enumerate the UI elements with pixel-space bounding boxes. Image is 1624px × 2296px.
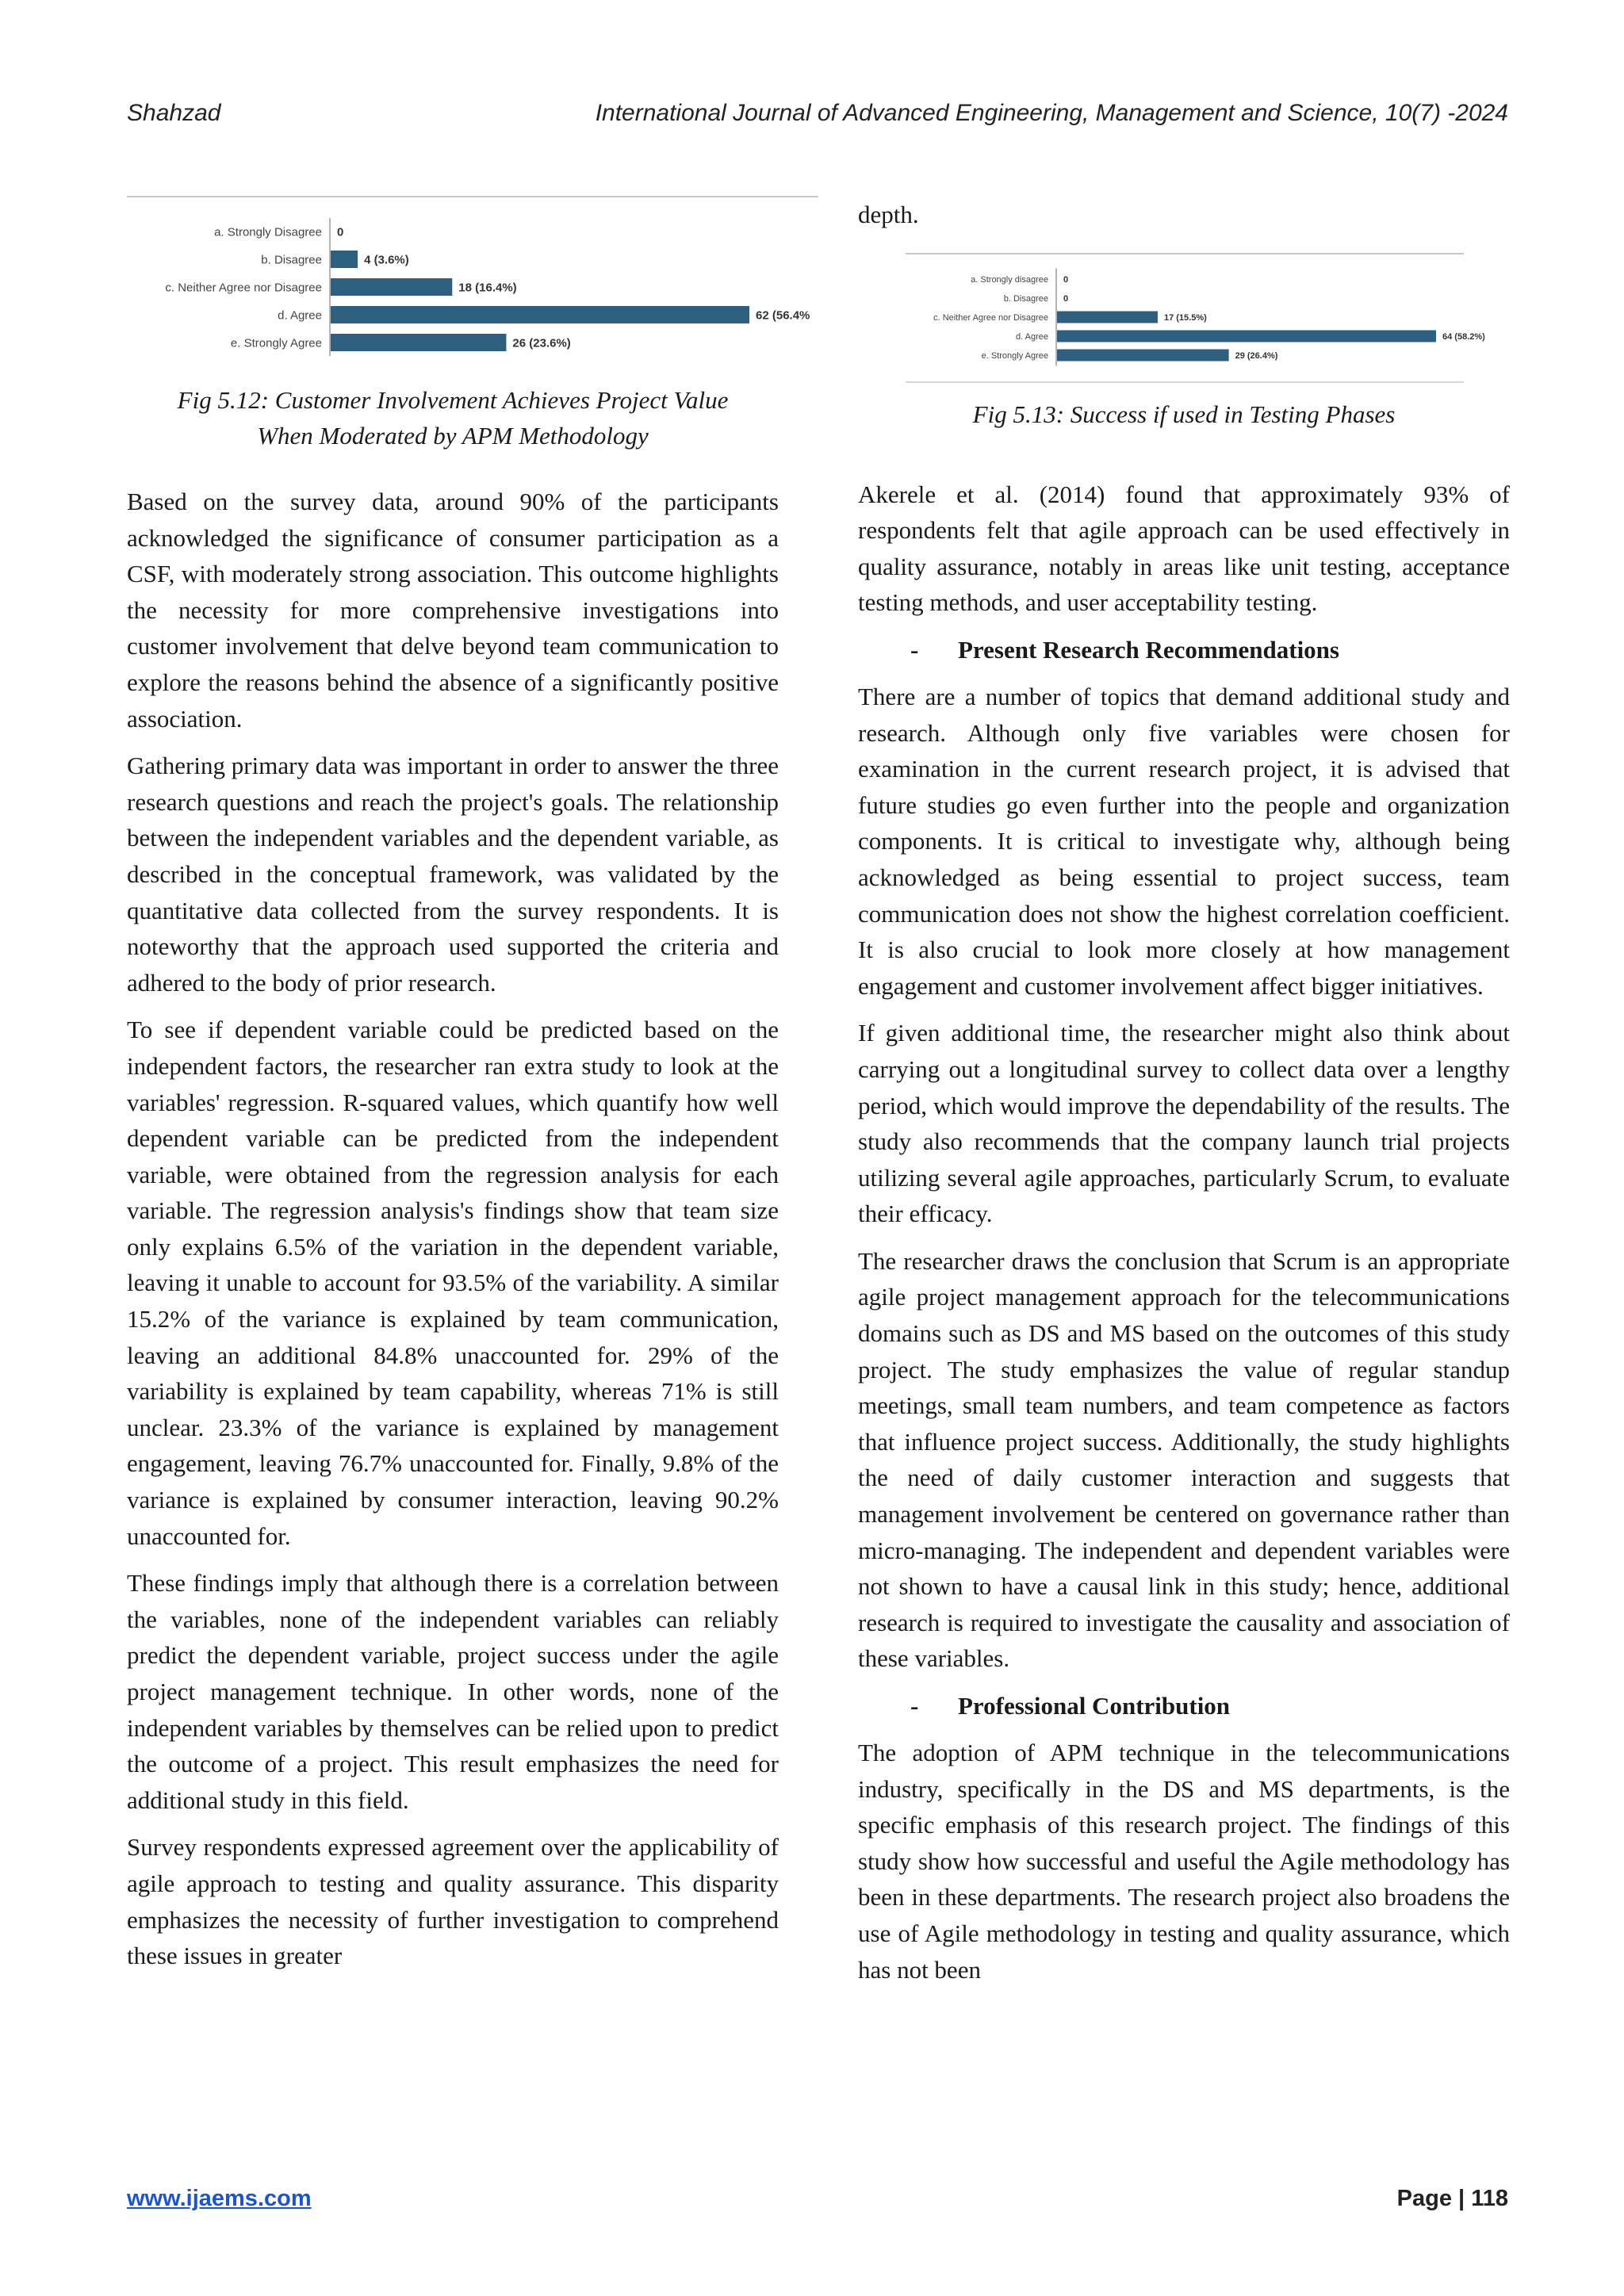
chart-bar (1057, 330, 1436, 342)
left-paragraphs (127, 484, 779, 1974)
chart-category-label: b. Disagree (1003, 293, 1048, 304)
figure-5-13-caption: Fig 5.13: Success if used in Testing Phases (972, 400, 1396, 428)
chart-category-label: d. Agree (278, 308, 322, 323)
chart-value-label: 64 (58.2%) (1442, 331, 1485, 342)
left-paragraph-5: Survey respondents expressed agreement over the applicability of agile approach to testing and quality assurance. This disparity emphasizes the necessity of further investigation to comprehend these issues in greater (127, 1833, 779, 1970)
chart-category-label: c. Neither Agree nor Disagree (933, 312, 1048, 323)
left-paragraph-2: Gathering primary data was important in order to answer the three research questions and reach the project's goals. The relationship between the independent variables and the dependent variable, as described in the conceptual framework, was validated by the quantitative data collected from the survey respondents. It is noteworthy that the approach used supported the criteria and adhered to the body of prior research. (127, 752, 779, 997)
chart-category-label: e. Strongly Agree (981, 350, 1048, 361)
right-paragraph-4: The adoption of APM technique in the telecommunications industry, specifically in the DS and MS departments, is the specific emphasis of this research project. The findings of this study show how successful and useful the Agile methodology has been in these departments. The research project also broadens the use of Agile methodology in testing and quality assurance, which has not been (858, 1739, 1510, 1984)
running-header-journal: International Journal of Advanced Engineering, Management and Science, 10(7) -2024 (595, 100, 1508, 126)
chart-value-label: 0 (337, 225, 344, 239)
chart-value-label: 18 (16.4%) (458, 281, 517, 295)
left-paragraph-4: These findings imply that although there is a correlation between the variables, none of the independent variables can reliably predict the dependent variable, project success under the agile project management technique. In other words, none of the independent variables by themselves can be relied upon to predict the outcome of a project. This result emphasizes the need for additional study in this field. (127, 1569, 779, 1814)
chart-category-label: e. Strongly Agree (230, 336, 322, 350)
left-paragraph-1: Based on the survey data, around 90% of the participants acknowledged the significance of consumer participation as a CSF, with moderately strong association. This outcome highlights the necessity for more comprehensive investigations into customer involvement that delve beyond team communication to explore the reasons behind the absence of a significantly positive association. (127, 488, 779, 733)
chart-value-label: 4 (3.6%) (364, 253, 409, 267)
chart-category-label: a. Strongly disagree (971, 274, 1048, 285)
figure-5-12-caption: Fig 5.12: Customer Involvement Achieves Project Value When Moderated by APM Methodology (177, 386, 729, 450)
chart-value-label: 26 (23.6%) (512, 336, 571, 350)
chart-category-label: b. Disagree (261, 253, 322, 267)
chart-bar (331, 251, 358, 268)
right-paragraph-2: If given additional time, the researcher might also think about carrying out a longitudinal survey to collect data over a lengthy period, which would improve the dependability of the results. The study also recommends that the company launch trial projects utilizing several agile approaches, particularly Scrum, to evaluate their efficacy. (858, 1019, 1510, 1228)
right-paragraph-1: There are a number of topics that demand additional study and research. Although only five variables were chosen for examination in the current research project, it is advised that future studies go even further into the people and organization components. It is critical to investigate why, although being acknowledged as being essential to project success, team communication does not show the highest correlation coefficient. It is also crucial to look more closely at how management engagement and customer involvement affect bigger initiatives. (858, 682, 1510, 1000)
left-paragraph-3: To see if dependent variable could be predicted based on the independent factors, the researcher ran extra study to look at the variables' regression. R-squared values, which quantify how well dependent variable can be predicted from the independent variable, were obtained from the regression analysis for each variable. The regression analysis's findings show that team size only explains 6.5% of the variation in the dependent variable, leaving it unable to account for 93.5% of the variability. A similar 15.2% of the variance is explained by team communication, leaving an additional 84.8% unaccounted for. 29% of the variability is explained by team capability, whereas 71% is still unclear. 23.3% of the variance is explained by management engagement, leaving 76.7% unaccounted for. Finally, 9.8% of the variance is explained by consumer interaction, leaving 90.2% unaccounted for. (127, 1016, 779, 1550)
right-column (858, 95, 1510, 1999)
chart-category-label: a. Strongly Disagree (214, 225, 322, 239)
chart-value-label: 17 (15.5%) (1163, 312, 1207, 323)
right-paragraph-3: The researcher draws the conclusion that Scrum is an appropriate agile project management approach for the telecommunications domains such as DS and MS based on the outcomes of this study project. The study emphasizes the value of regular standup meetings, small team numbers, and team competence as factors that influence project success. Additionally, the study highlights the need of daily customer interaction and suggests that management involvement be centered on governance rather than micro-managing. The independent and dependent variables were not shown to have a causal link in this study; hence, additional research is required to investigate the causality and association of these variables. (858, 1246, 1510, 1673)
left-column (127, 95, 810, 1985)
figure-5-13-chart (858, 233, 1510, 392)
right-paragraph-akerele: Akerele et al. (2014) found that approximately 93% of respondents felt that agile approach can be used effectively in quality assurance, notably in areas like unit testing, acceptance testing methods, and user acceptability testing. (858, 480, 1510, 617)
chart-bar (331, 334, 506, 351)
chart-category-label: d. Agree (1016, 331, 1048, 342)
section-heading-professional-contribution: - Professional Contribution (910, 1692, 1231, 1720)
section-heading-recommendations: - Present Research Recommendations (910, 635, 1339, 664)
footer-site-link[interactable]: www.ijaems.com (127, 2186, 312, 2211)
chart-bar (1057, 349, 1229, 361)
chart-value-label: 29 (26.4%) (1235, 350, 1278, 361)
chart-category-label: c. Neither Agree nor Disagree (165, 281, 322, 295)
chart-value-label: 0 (1063, 293, 1069, 304)
chart-value-label: 62 (56.4% (756, 308, 810, 323)
chart-bar (1057, 311, 1158, 323)
figure-5-12-chart (127, 95, 818, 365)
chart-bar (331, 278, 452, 296)
right-lead-text: depth. (858, 201, 919, 228)
chart-bar (331, 306, 749, 323)
footer-page-number: Page | 118 (1396, 2186, 1508, 2211)
chart-value-label: 0 (1063, 274, 1069, 285)
running-header-author: Shahzad (127, 100, 221, 126)
